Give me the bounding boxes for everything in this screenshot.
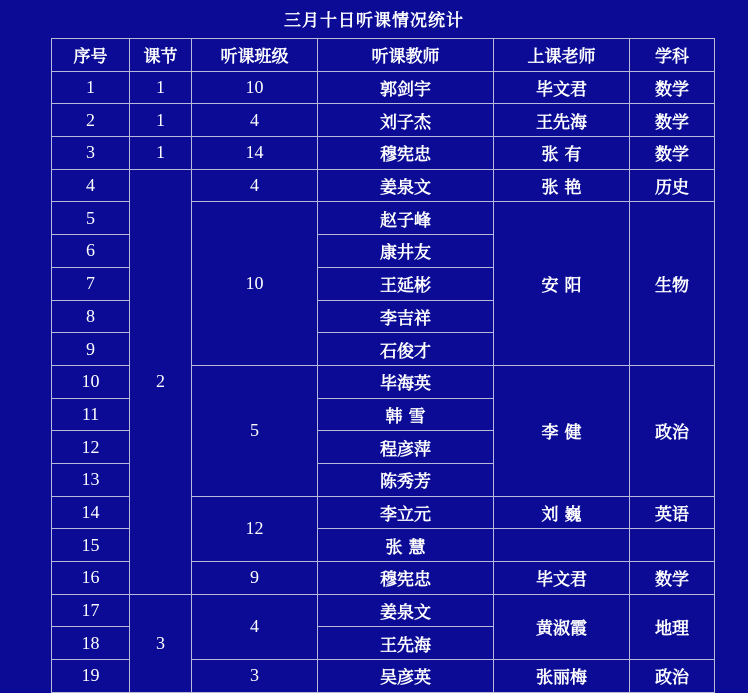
seq-cell: 11 [52, 398, 130, 431]
period-cell: 2 [130, 169, 192, 594]
class-cell: 5 [192, 365, 318, 496]
subject-cell: 数学 [630, 562, 715, 595]
observer-cell: 王先海 [318, 627, 494, 660]
table-row [52, 169, 715, 202]
header-observer: 听课教师 [318, 39, 494, 72]
class-cell: 9 [192, 562, 318, 595]
class-cell: 10 [192, 71, 318, 104]
seq-cell: 2 [52, 104, 130, 137]
header-seq: 序号 [52, 39, 130, 72]
period-cell: 1 [130, 137, 192, 170]
observer-cell: 陈秀芳 [318, 463, 494, 496]
teacher-cell: 黄淑霞 [494, 594, 630, 659]
header-teacher: 上课老师 [494, 39, 630, 72]
teacher-cell: 安 阳 [494, 202, 630, 365]
lesson-observation-table [51, 38, 715, 693]
observer-cell: 姜泉文 [318, 169, 494, 202]
observer-cell: 程彦萍 [318, 431, 494, 464]
period-cell: 1 [130, 71, 192, 104]
header-row [52, 39, 715, 72]
subject-cell: 英语 [630, 496, 715, 529]
seq-cell: 16 [52, 562, 130, 595]
seq-cell: 9 [52, 333, 130, 366]
class-cell: 4 [192, 104, 318, 137]
seq-cell: 10 [52, 365, 130, 398]
observer-cell: 赵子峰 [318, 202, 494, 235]
class-cell: 12 [192, 496, 318, 561]
teacher-cell: 王先海 [494, 104, 630, 137]
table-row [52, 71, 715, 104]
subject-cell: 数学 [630, 137, 715, 170]
subject-cell: 数学 [630, 71, 715, 104]
seq-cell: 5 [52, 202, 130, 235]
class-cell: 14 [192, 137, 318, 170]
seq-cell: 7 [52, 267, 130, 300]
header-subject: 学科 [630, 39, 715, 72]
observer-cell: 李立元 [318, 496, 494, 529]
seq-cell: 19 [52, 660, 130, 693]
teacher-cell [494, 529, 630, 562]
table-row [52, 137, 715, 170]
subject-cell: 生物 [630, 202, 715, 365]
seq-cell: 15 [52, 529, 130, 562]
observer-cell: 石俊才 [318, 333, 494, 366]
table-row [52, 594, 715, 627]
observer-cell: 李吉祥 [318, 300, 494, 333]
class-cell: 4 [192, 594, 318, 659]
subject-cell: 历史 [630, 169, 715, 202]
observer-cell: 毕海英 [318, 365, 494, 398]
table-row [52, 104, 715, 137]
header-period: 课节 [130, 39, 192, 72]
seq-cell: 1 [52, 71, 130, 104]
subject-cell [630, 529, 715, 562]
class-cell: 3 [192, 660, 318, 693]
observer-cell: 穆宪忠 [318, 137, 494, 170]
subject-cell: 政治 [630, 660, 715, 693]
class-cell: 10 [192, 202, 318, 365]
header-class: 听课班级 [192, 39, 318, 72]
subject-cell: 数学 [630, 104, 715, 137]
observer-cell: 韩 雪 [318, 398, 494, 431]
observer-cell: 吴彦英 [318, 660, 494, 693]
period-cell: 3 [130, 594, 192, 692]
observer-cell: 刘子杰 [318, 104, 494, 137]
subject-cell: 地理 [630, 594, 715, 659]
period-cell: 1 [130, 104, 192, 137]
observer-cell: 穆宪忠 [318, 562, 494, 595]
page-title: 三月十日听课情况统计 [284, 11, 464, 31]
teacher-cell: 李 健 [494, 365, 630, 496]
observer-cell: 张 慧 [318, 529, 494, 562]
seq-cell: 14 [52, 496, 130, 529]
class-cell: 4 [192, 169, 318, 202]
observer-cell: 郭剑宇 [318, 71, 494, 104]
seq-cell: 8 [52, 300, 130, 333]
seq-cell: 12 [52, 431, 130, 464]
observer-cell: 王延彬 [318, 267, 494, 300]
subject-cell: 政治 [630, 365, 715, 496]
seq-cell: 3 [52, 137, 130, 170]
teacher-cell: 张 艳 [494, 169, 630, 202]
teacher-cell: 毕文君 [494, 71, 630, 104]
teacher-cell: 张 有 [494, 137, 630, 170]
observer-cell: 姜泉文 [318, 594, 494, 627]
seq-cell: 13 [52, 463, 130, 496]
teacher-cell: 毕文君 [494, 562, 630, 595]
teacher-cell: 刘 巍 [494, 496, 630, 529]
seq-cell: 4 [52, 169, 130, 202]
seq-cell: 17 [52, 594, 130, 627]
seq-cell: 6 [52, 235, 130, 268]
teacher-cell: 张丽梅 [494, 660, 630, 693]
seq-cell: 18 [52, 627, 130, 660]
observer-cell: 康井友 [318, 235, 494, 268]
